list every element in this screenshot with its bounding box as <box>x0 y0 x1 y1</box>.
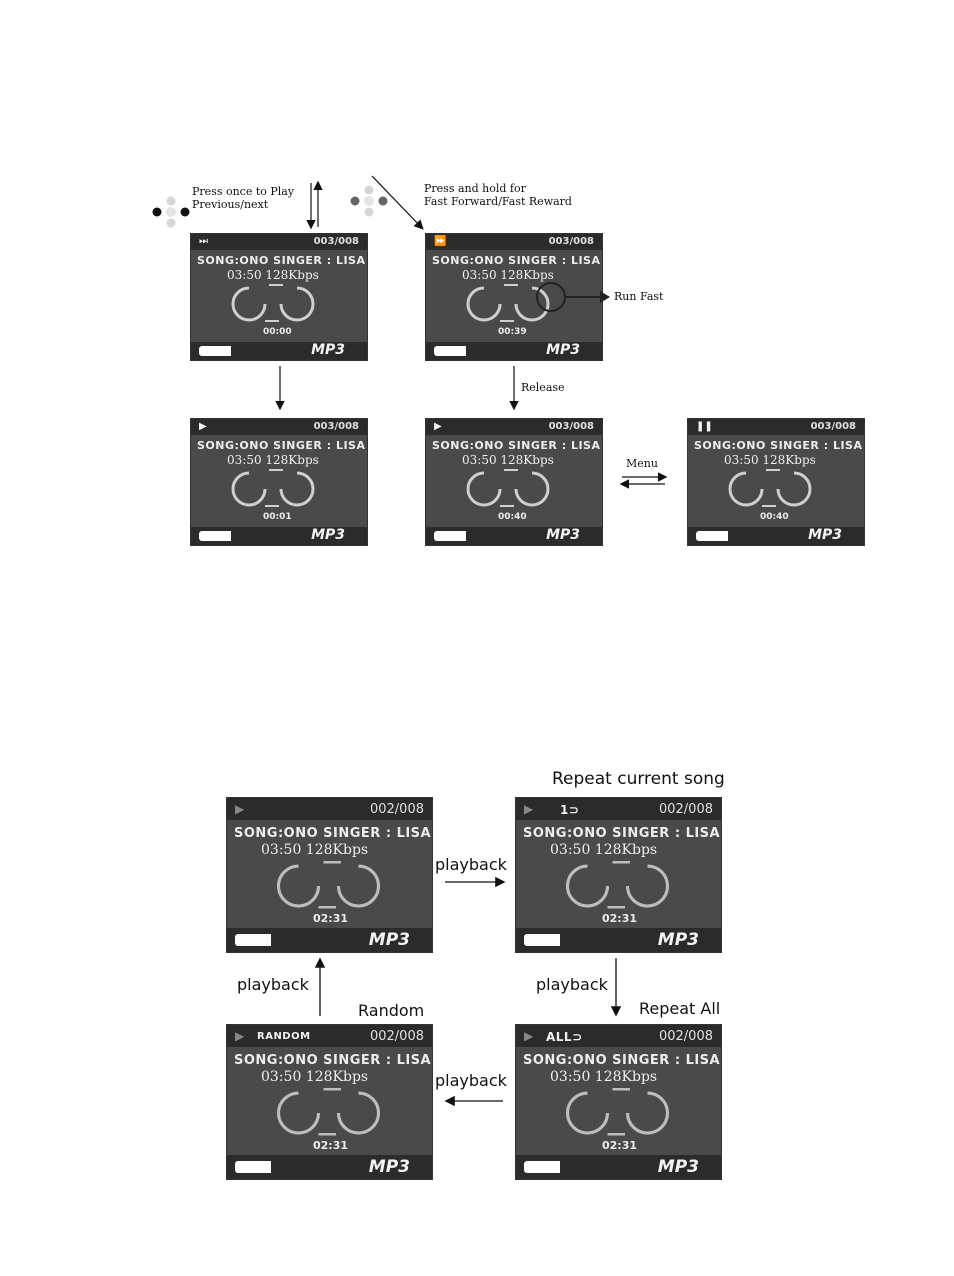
pause-icon: ❚❚ <box>696 421 713 432</box>
play-icon: ▶ <box>434 421 442 432</box>
battery-icon <box>235 1161 271 1173</box>
elapsed-time: 02:31 <box>602 912 638 925</box>
instruction-fast-forward: Press and hold for Fast Forward/Fast Reward <box>424 182 572 208</box>
track-counter: 002/008 <box>369 802 424 817</box>
repeat-all-icon: ALL⊃ <box>546 1030 583 1044</box>
format-label: MP3 <box>808 527 842 543</box>
song-singer-line: SONG:ONO SINGER : LISA <box>694 439 863 452</box>
playback-label-right: playback <box>536 975 608 994</box>
menu-label: Menu <box>626 457 658 470</box>
random-title: Random <box>358 1001 425 1020</box>
elapsed-time: 02:31 <box>313 912 349 925</box>
song-singer-line: SONG:ONO SINGER : LISA <box>234 826 432 841</box>
fast-forward-icon: ⏩ <box>434 236 447 247</box>
duration-bitrate: 03:50 128Kbps <box>261 842 369 858</box>
elapsed-time: 02:31 <box>313 1139 349 1152</box>
tape-reels-icon <box>271 858 391 914</box>
top-diagram-arrows <box>0 0 954 600</box>
battery-icon <box>524 934 560 946</box>
play-icon: ▶ <box>199 421 207 432</box>
format-label: MP3 <box>311 527 345 543</box>
repeat-one-icon: 1⊃ <box>560 803 580 817</box>
tape-reels-icon <box>560 1085 680 1141</box>
track-counter: 003/008 <box>548 236 594 247</box>
elapsed-time: 02:31 <box>602 1139 638 1152</box>
playback-label-bottom: playback <box>435 1071 507 1090</box>
play-icon: ▶ <box>235 1029 245 1043</box>
player-screen-normal <box>226 797 433 953</box>
track-counter: 003/008 <box>313 236 359 247</box>
player-screen-repeat-one <box>515 797 722 953</box>
duration-bitrate: 03:50 128Kbps <box>550 1069 658 1085</box>
format-label: MP3 <box>657 1157 699 1177</box>
playback-label-top: playback <box>435 855 507 874</box>
format-label: MP3 <box>657 930 699 950</box>
format-label: MP3 <box>546 527 580 543</box>
instruction-prev-next: Press once to Play Previous/next <box>192 185 295 211</box>
skip-forward-icon: ⏭ <box>199 236 208 247</box>
elapsed-time: 00:00 <box>263 327 292 337</box>
tape-reels-icon <box>560 858 680 914</box>
elapsed-time: 00:40 <box>498 512 527 522</box>
tape-reels-icon <box>271 1085 391 1141</box>
track-counter: 003/008 <box>548 421 594 432</box>
format-label: MP3 <box>546 342 580 358</box>
song-singer-line: SONG:ONO SINGER : LISA <box>197 439 366 452</box>
repeat-current-title: Repeat current song <box>552 769 725 789</box>
track-counter: 002/008 <box>658 1029 713 1044</box>
random-mode-label: RANDOM <box>257 1031 311 1042</box>
duration-bitrate: 03:50 128Kbps <box>724 453 816 467</box>
duration-bitrate: 03:50 128Kbps <box>227 453 319 467</box>
play-icon: ▶ <box>524 802 534 816</box>
song-singer-line: SONG:ONO SINGER : LISA <box>523 1053 721 1068</box>
track-counter: 003/008 <box>313 421 359 432</box>
battery-icon <box>524 1161 560 1173</box>
player-screen-repeat-all <box>515 1024 722 1180</box>
track-counter: 002/008 <box>369 1029 424 1044</box>
duration-bitrate: 03:50 128Kbps <box>227 268 319 282</box>
elapsed-time: 00:40 <box>760 512 789 522</box>
track-counter: 002/008 <box>658 802 713 817</box>
song-singer-line: SONG:ONO SINGER : LISA <box>197 254 366 267</box>
track-counter: 003/008 <box>810 421 856 432</box>
play-icon: ▶ <box>524 1029 534 1043</box>
song-singer-line: SONG:ONO SINGER : LISA <box>234 1053 432 1068</box>
format-label: MP3 <box>368 1157 410 1177</box>
duration-bitrate: 03:50 128Kbps <box>261 1069 369 1085</box>
duration-bitrate: 03:50 128Kbps <box>462 453 554 467</box>
play-icon: ▶ <box>235 802 245 816</box>
elapsed-time: 00:01 <box>263 512 292 522</box>
release-label: Release <box>521 381 565 394</box>
format-label: MP3 <box>368 930 410 950</box>
player-screen-random <box>226 1024 433 1180</box>
battery-icon <box>235 934 271 946</box>
duration-bitrate: 03:50 128Kbps <box>462 268 554 282</box>
song-singer-line: SONG:ONO SINGER : LISA <box>523 826 721 841</box>
playback-label-left: playback <box>237 975 309 994</box>
repeat-all-title: Repeat All <box>639 999 721 1018</box>
run-fast-label: Run Fast <box>614 290 664 303</box>
song-singer-line: SONG:ONO SINGER : LISA <box>432 439 601 452</box>
elapsed-time: 00:39 <box>498 327 527 337</box>
duration-bitrate: 03:50 128Kbps <box>550 842 658 858</box>
format-label: MP3 <box>311 342 345 358</box>
song-singer-line: SONG:ONO SINGER : LISA <box>432 254 601 267</box>
